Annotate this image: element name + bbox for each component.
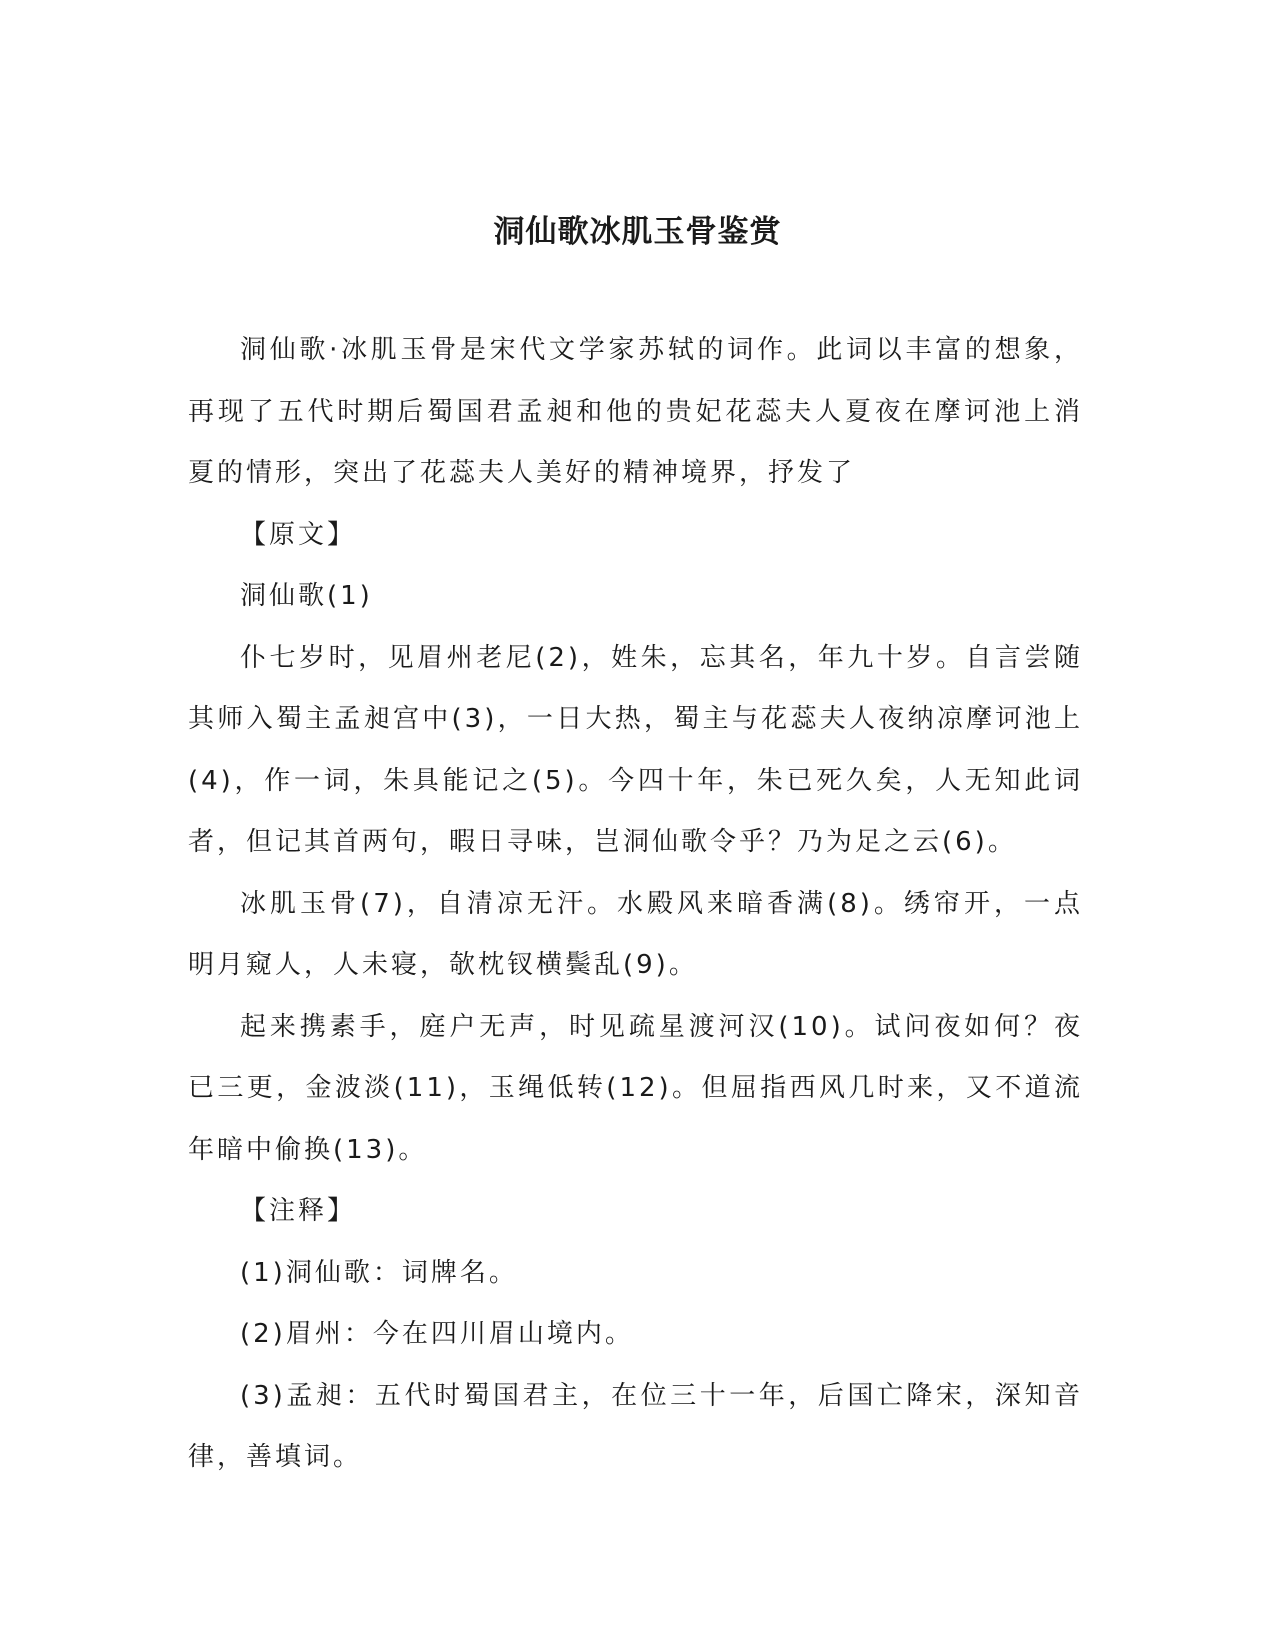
poem-stanza-2: 起来携素手，庭户无声，时见疏星渡河汉(10)。试问夜如何？夜已三更，金波淡(11)，玉绳低转(12)。但屈指西风几时来，又不道流年暗中偷换(13)。	[188, 1011, 1083, 1165]
note-1: (1)洞仙歌：词牌名。	[240, 1257, 518, 1288]
poem-title: 洞仙歌(1)	[240, 581, 373, 611]
poem-stanza-1: 冰肌玉骨(7)，自清凉无汗。水殿风来暗香满(8)。绣帘开，一点明月窥人，人未寝，欹枕钗横鬓乱(9)。	[188, 888, 1083, 980]
document-title: 洞仙歌冰肌玉骨鉴赏	[493, 214, 782, 250]
document-body	[188, 320, 1083, 1489]
note-3: (3)孟昶：五代时蜀国君主，在位三十一年，后国亡降宋，深知音律，善填词。	[188, 1380, 1083, 1472]
intro-paragraph: 洞仙歌·冰肌玉骨是宋代文学家苏轼的词作。此词以丰富的想象，再现了五代时期后蜀国君孟昶和他的贵妃花蕊夫人夏夜在摩诃池上消夏的情形，突出了花蕊夫人美好的精神境界，抒发了	[188, 335, 1083, 488]
section-heading-original-text: 【原文】	[240, 519, 357, 550]
preface-paragraph: 仆七岁时，见眉州老尼(2)，姓朱，忘其名，年九十岁。自言尝随其师入蜀主孟昶宫中(3)，一日大热，蜀主与花蕊夫人夜纳凉摩诃池上(4)，作一词，朱具能记之(5)。今四十年，朱已死久矣，人无知此词者，但记其首两句，暇日寻味，岂洞仙歌令乎？乃为足之云(6)。	[188, 642, 1083, 857]
note-2: (2)眉州：今在四川眉山境内。	[240, 1319, 634, 1349]
section-heading-notes: 【注释】	[240, 1196, 357, 1226]
